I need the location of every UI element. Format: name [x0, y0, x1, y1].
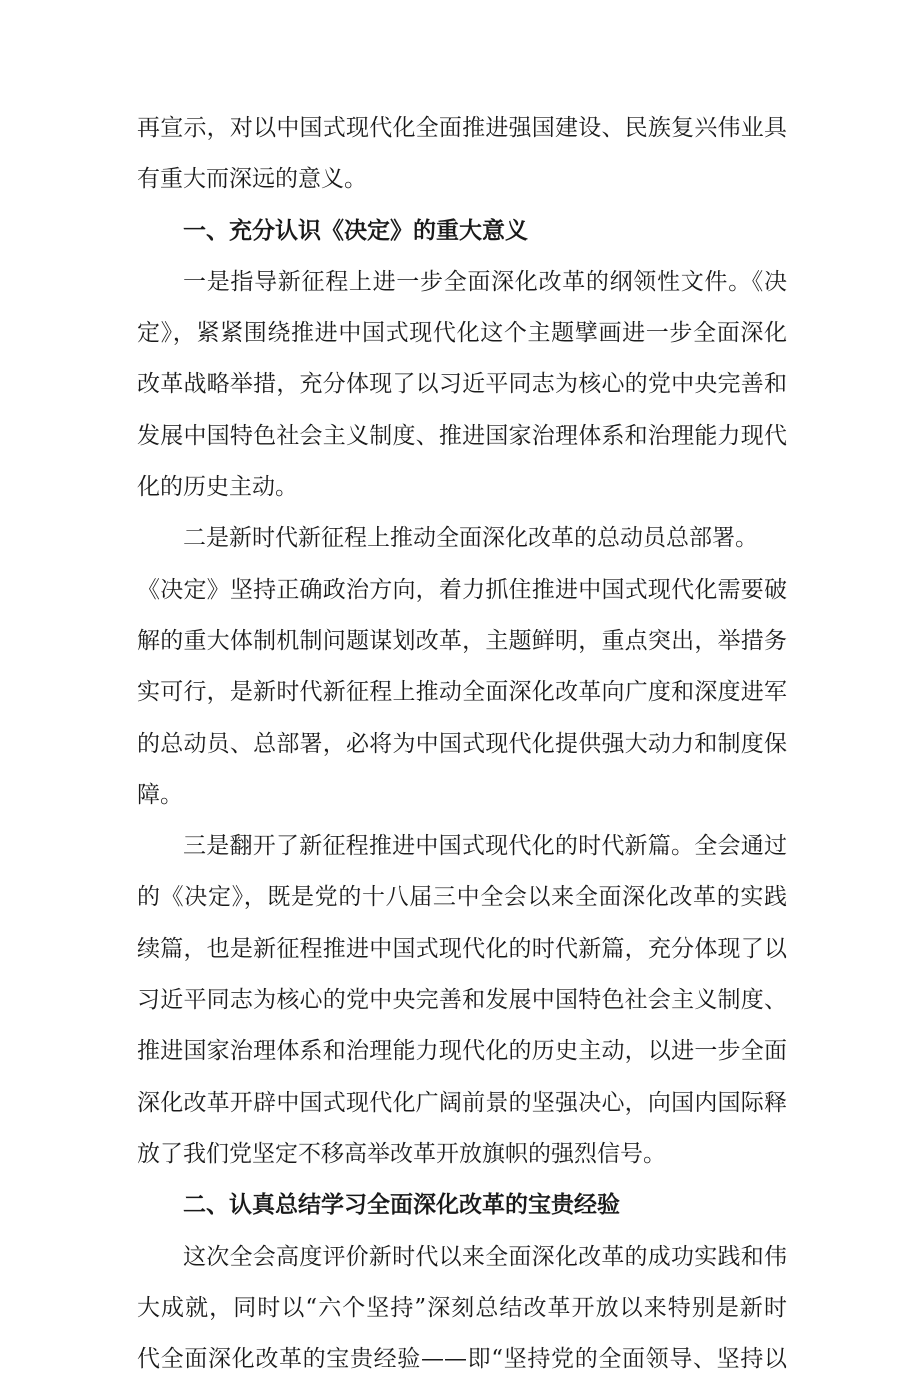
- text-line: 续篇，也是新征程推进中国式现代化的时代新篇，充分体现了以: [137, 935, 787, 962]
- section-heading: 一、充分认识《决定》的重大意义: [183, 217, 528, 244]
- text-line: 定》，紧紧围绕推进中国式现代化这个主题擘画进一步全面深化: [137, 320, 787, 347]
- text-line: 大成就，同时以“六个坚持”深刻总结改革开放以来特别是新时: [137, 1294, 787, 1321]
- text-line: 的总动员、总部署，必将为中国式现代化提供强大动力和制度保: [137, 730, 787, 757]
- text-line: 的《决定》，既是党的十八届三中全会以来全面深化改革的实践: [137, 884, 787, 911]
- paragraph-first-line: 三是翻开了新征程推进中国式现代化的时代新篇。全会通过: [183, 833, 787, 860]
- text-line: 改革战略举措，充分体现了以习近平同志为核心的党中央完善和: [137, 371, 787, 398]
- paragraph-last-line: 障。: [137, 781, 183, 808]
- text-line: 发展中国特色社会主义制度、推进国家治理体系和治理能力现代: [137, 422, 787, 449]
- paragraph-last-line: 放了我们党坚定不移高举改革开放旗帜的强烈信号。: [137, 1140, 666, 1167]
- text-line: 推进国家治理体系和治理能力现代化的历史主动，以进一步全面: [137, 1038, 787, 1065]
- text-line: 深化改革开辟中国式现代化广阔前景的坚强决心，向国内国际释: [137, 1089, 787, 1116]
- text-line: 习近平同志为核心的党中央完善和发展中国特色社会主义制度、: [137, 987, 787, 1014]
- text-line: 《决定》坚持正确政治方向，着力抓住推进中国式现代化需要破: [137, 576, 787, 603]
- text-line: 代全面深化改革的宝贵经验——即“坚持党的全面领导、坚持以: [137, 1346, 787, 1373]
- text-line: 解的重大体制机制问题谋划改革，主题鲜明，重点突出，举措务: [137, 627, 787, 654]
- paragraph-first-line: 一是指导新征程上进一步全面深化改革的纲领性文件。《决: [183, 268, 787, 295]
- text-line: 实可行，是新时代新征程上推动全面深化改革向广度和深度进军: [137, 679, 787, 706]
- text-line: 再宣示，对以中国式现代化全面推进强国建设、民族复兴伟业具: [137, 115, 787, 141]
- document-body: [137, 103, 787, 1385]
- section-heading: 二、认真总结学习全面深化改革的宝贵经验: [183, 1192, 620, 1219]
- paragraph-first-line: 这次全会高度评价新时代以来全面深化改革的成功实践和伟: [183, 1243, 787, 1270]
- paragraph-last-line: 化的历史主动。: [137, 474, 298, 501]
- paragraph-first-line: 二是新时代新征程上推动全面深化改革的总动员总部署。: [183, 525, 758, 552]
- paragraph-last-line: 有重大而深远的意义。: [137, 166, 367, 193]
